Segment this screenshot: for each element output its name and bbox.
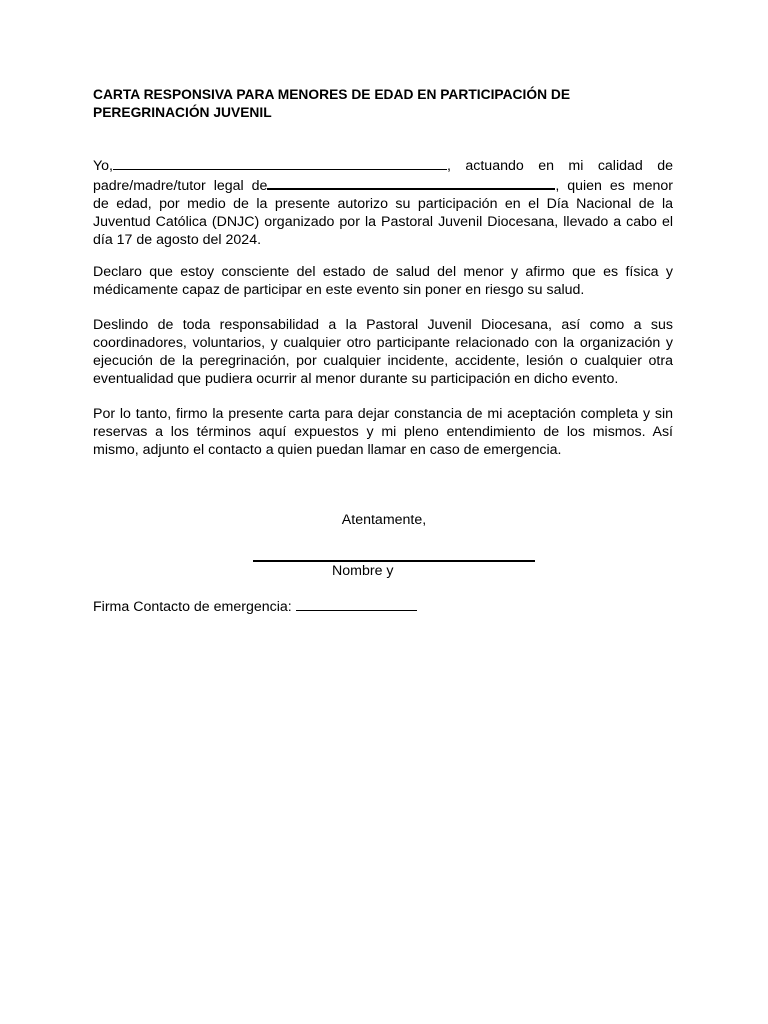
document-title: CARTA RESPONSIVA PARA MENORES DE EDAD EN PARTICIPACIÓN DE PEREGRINACIÓN JUVENIL (93, 87, 571, 120)
paragraph-authorization (93, 156, 673, 249)
paragraph-liability-waiver (93, 316, 673, 388)
emergency-contact-label: Firma Contacto de emergencia: (93, 599, 292, 615)
paragraph-line: eventualidad que pudiera ocurrir al menor durante su participación en dicho evento. (93, 371, 619, 387)
paragraph-line: Por lo tanto, firmo la presente carta para dejar constancia de mi aceptación completa y sin (93, 406, 673, 422)
paragraph-health-declaration (93, 263, 673, 299)
paragraph-line: Deslindo de toda responsabilidad a la Pastoral Juvenil Diocesana, así como a sus (93, 317, 673, 333)
paragraph-line: día 17 de agosto del 2024. (93, 232, 262, 248)
text-calidad: , actuando en mi calidad de (447, 158, 673, 174)
paragraph-line: Declaro que estoy consciente del estado de salud del menor y afirmo que es física y (93, 264, 673, 280)
paragraph-line: médicamente capaz de participar en este evento sin poner en riesgo su salud. (93, 282, 585, 298)
closing-salutation: Atentamente, (341, 512, 427, 528)
text-padre-madre-tutor: padre/madre/tutor legal de (93, 178, 268, 194)
signature-line (253, 560, 535, 562)
minor-name-blank (267, 175, 555, 190)
paragraph-line: mismo, adjunto el contacto a quien puedan llamar en caso de emergencia. (93, 442, 562, 458)
paragraph-line (93, 175, 673, 195)
emergency-contact-blank (296, 597, 417, 611)
paragraph-line: reservas a los términos aquí expuestos y mi pleno entendimiento de los mismos. Así (93, 424, 673, 440)
text-yo: Yo, (93, 158, 113, 174)
paragraph-acceptance (93, 405, 673, 459)
paragraph-line (93, 156, 673, 175)
guardian-name-blank (113, 156, 447, 170)
paragraph-line: de edad, por medio de la presente autorizo su participación en el Día Nacional de la (93, 196, 673, 212)
signature-label: Nombre y (332, 563, 394, 579)
paragraph-line: coordinadores, voluntarios, y cualquier otro participante relacionado con la organización y (93, 335, 673, 351)
emergency-contact-row (93, 597, 417, 616)
paragraph-line: ejecución de la peregrinación, por cualquier incidente, accidente, lesión o cualquier otra (93, 353, 673, 369)
text-quien-es-menor: , quien es menor (555, 178, 673, 194)
paragraph-line: Juventud Católica (DNJC) organizado por la Pastoral Juvenil Diocesana, llevado a cabo el (93, 214, 673, 230)
